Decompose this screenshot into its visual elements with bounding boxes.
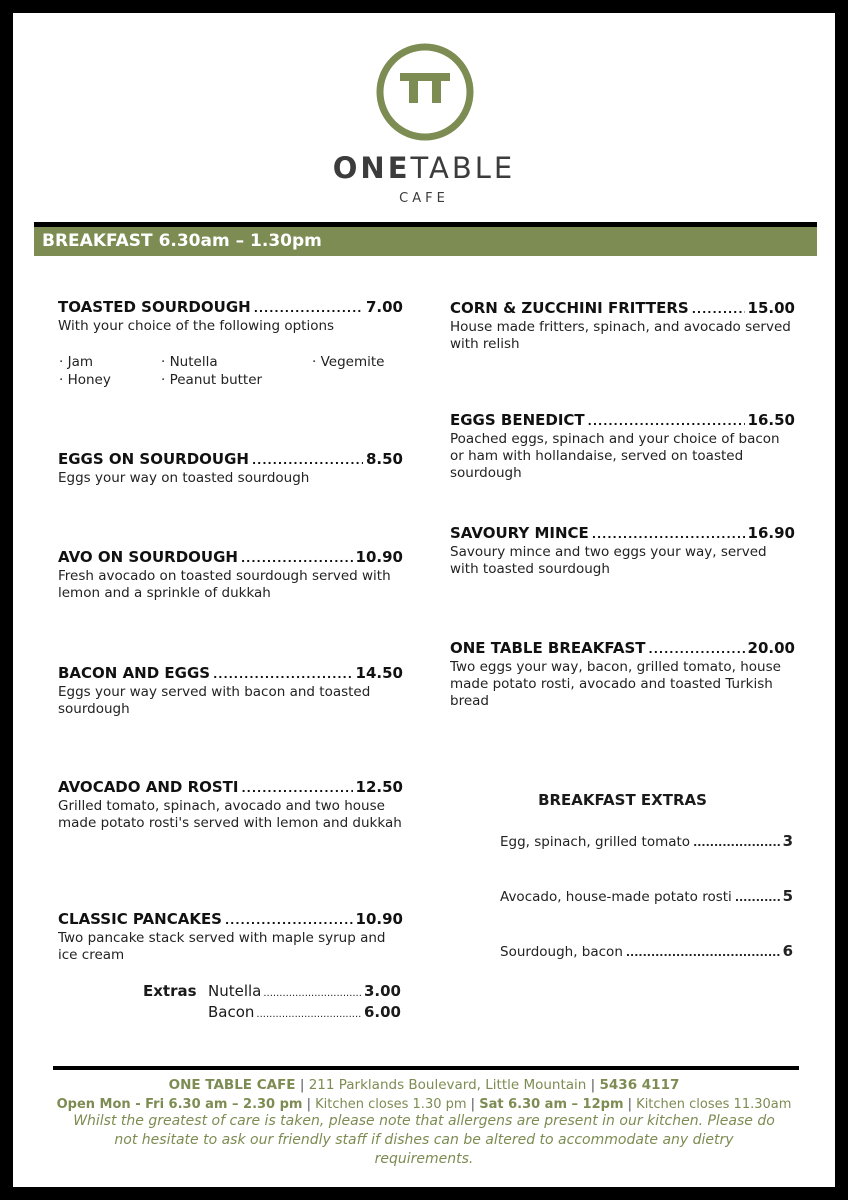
leader-dots <box>256 1009 362 1020</box>
leader-dots <box>263 988 362 999</box>
menu-item <box>450 639 795 710</box>
menu-page <box>13 13 835 1187</box>
leader-dots <box>626 946 780 959</box>
item-price: 10.90 <box>355 548 403 566</box>
leader-dots <box>213 665 352 684</box>
item-description: House made fritters, spinach, and avocado served with relish <box>450 319 791 352</box>
extra-price: 3.00 <box>363 982 401 1000</box>
extra-price: 6.00 <box>363 1003 401 1021</box>
menu-item <box>450 411 795 482</box>
item-price: 10.90 <box>355 910 403 928</box>
item-description: With your choice of the following options <box>58 318 335 334</box>
extra-item <box>208 982 401 1000</box>
item-name: CORN & ZUCCHINI FRITTERS <box>450 299 689 317</box>
extra-name: Sourdough, bacon <box>500 944 623 960</box>
footer-contact <box>13 1076 835 1095</box>
extra-price: 5 <box>782 887 793 905</box>
leader-dots <box>241 779 352 798</box>
extra-name: Bacon <box>208 1003 255 1021</box>
item-name: EGGS ON SOURDOUGH <box>58 450 249 468</box>
item-price: 16.50 <box>747 411 795 429</box>
item-description: Poached eggs, spinach and your choice of bacon or ham with hollandaise, served on toasted sourdough <box>450 431 780 481</box>
item-name: SAVOURY MINCE <box>450 524 589 542</box>
brand-name: ONETABLE <box>332 151 516 185</box>
toast-options <box>59 354 399 394</box>
pancake-extras-label: Extras <box>143 982 197 1000</box>
menu-item <box>450 524 795 578</box>
item-price: 8.50 <box>365 450 403 468</box>
leader-dots <box>254 299 363 318</box>
item-price: 7.00 <box>365 298 403 316</box>
item-description: Savoury mince and two eggs your way, served with toasted sourdough <box>450 544 767 577</box>
table-logo-icon <box>376 43 474 141</box>
option-item: · Peanut butter <box>161 372 263 388</box>
separator: | <box>627 1097 633 1112</box>
item-name: CLASSIC PANCAKES <box>58 910 222 928</box>
option-item: · Vegemite <box>312 354 385 370</box>
phone: 5436 4117 <box>599 1077 680 1093</box>
breakfast-extras-title: BREAKFAST EXTRAS <box>538 791 707 809</box>
leader-dots <box>592 525 745 544</box>
extra-price: 6 <box>782 942 793 960</box>
separator: | <box>470 1097 476 1112</box>
cafe-name: ONE TABLE CAFE <box>168 1077 296 1093</box>
item-description: Two eggs your way, bacon, grilled tomato, house made potato rosti, avocado and toasted Turkish bread <box>450 659 781 709</box>
item-price: 16.90 <box>747 524 795 542</box>
item-description: Eggs your way served with bacon and toasted sourdough <box>58 684 371 717</box>
option-item: · Jam <box>59 354 93 370</box>
leader-dots <box>649 640 745 659</box>
item-name: AVOCADO AND ROSTI <box>58 778 239 796</box>
item-price: 12.50 <box>355 778 403 796</box>
extra-item <box>208 1003 401 1021</box>
extra-name: Nutella <box>208 982 262 1000</box>
item-name: ONE TABLE BREAKFAST <box>450 639 646 657</box>
leader-dots <box>735 891 780 904</box>
item-description: Grilled tomato, spinach, avocado and two house made potato rosti's served with lemon and dukkah <box>58 798 402 831</box>
separator: | <box>590 1077 596 1093</box>
breakfast-extra-item <box>500 887 793 905</box>
saturday-hours: Sat 6.30 am – 12pm <box>479 1097 624 1112</box>
item-description: Eggs your way on toasted sourdough <box>58 470 310 486</box>
extra-name: Avocado, house-made potato rosti <box>500 889 732 905</box>
extra-price: 3 <box>782 832 793 850</box>
leader-dots <box>588 412 745 431</box>
item-price: 20.00 <box>747 639 795 657</box>
item-name: EGGS BENEDICT <box>450 411 585 429</box>
item-name: TOASTED SOURDOUGH <box>58 298 251 316</box>
separator: | <box>306 1097 312 1112</box>
leader-dots <box>692 300 745 319</box>
item-description: Fresh avocado on toasted sourdough served with lemon and a sprinkle of dukkah <box>58 568 391 601</box>
item-price: 14.50 <box>355 664 403 682</box>
section-title: BREAKFAST 6.30am – 1.30pm <box>34 227 817 256</box>
menu-item <box>58 298 403 335</box>
footer-divider <box>53 1066 799 1070</box>
option-item: · Honey <box>59 372 111 388</box>
item-name: AVO ON SOURDOUGH <box>58 548 238 566</box>
item-name: BACON AND EGGS <box>58 664 211 682</box>
item-description: Two pancake stack served with maple syrup and ice cream <box>58 930 386 963</box>
menu-item <box>450 299 795 353</box>
breakfast-extra-item <box>500 832 793 850</box>
breakfast-extra-item <box>500 942 793 960</box>
weekday-kitchen: Kitchen closes 1.30 pm <box>315 1097 467 1112</box>
leader-dots <box>241 549 353 568</box>
brand-subtitle: CAFE <box>399 191 449 206</box>
menu-item <box>58 548 403 602</box>
saturday-kitchen: Kitchen closes 11.30am <box>636 1097 792 1112</box>
item-price: 15.00 <box>747 299 795 317</box>
menu-item <box>58 910 403 964</box>
option-item: · Nutella <box>161 354 218 370</box>
leader-dots <box>693 836 780 849</box>
leader-dots <box>225 911 353 930</box>
menu-item <box>58 778 403 832</box>
allergen-note: Whilst the greatest of care is taken, please note that allergens are present in our kitchen. Please do not hesitate to ask our friendly staff if dishes can be altered to accommodate any dietry requirements. <box>73 1113 775 1167</box>
separator: | <box>299 1077 305 1093</box>
menu-item <box>58 664 403 718</box>
leader-dots <box>252 451 363 470</box>
menu-item <box>58 450 403 487</box>
address: 211 Parklands Boulevard, Little Mountain <box>308 1077 587 1093</box>
weekday-hours: Open Mon - Fri 6.30 am – 2.30 pm <box>56 1097 303 1112</box>
extra-name: Egg, spinach, grilled tomato <box>500 834 691 850</box>
